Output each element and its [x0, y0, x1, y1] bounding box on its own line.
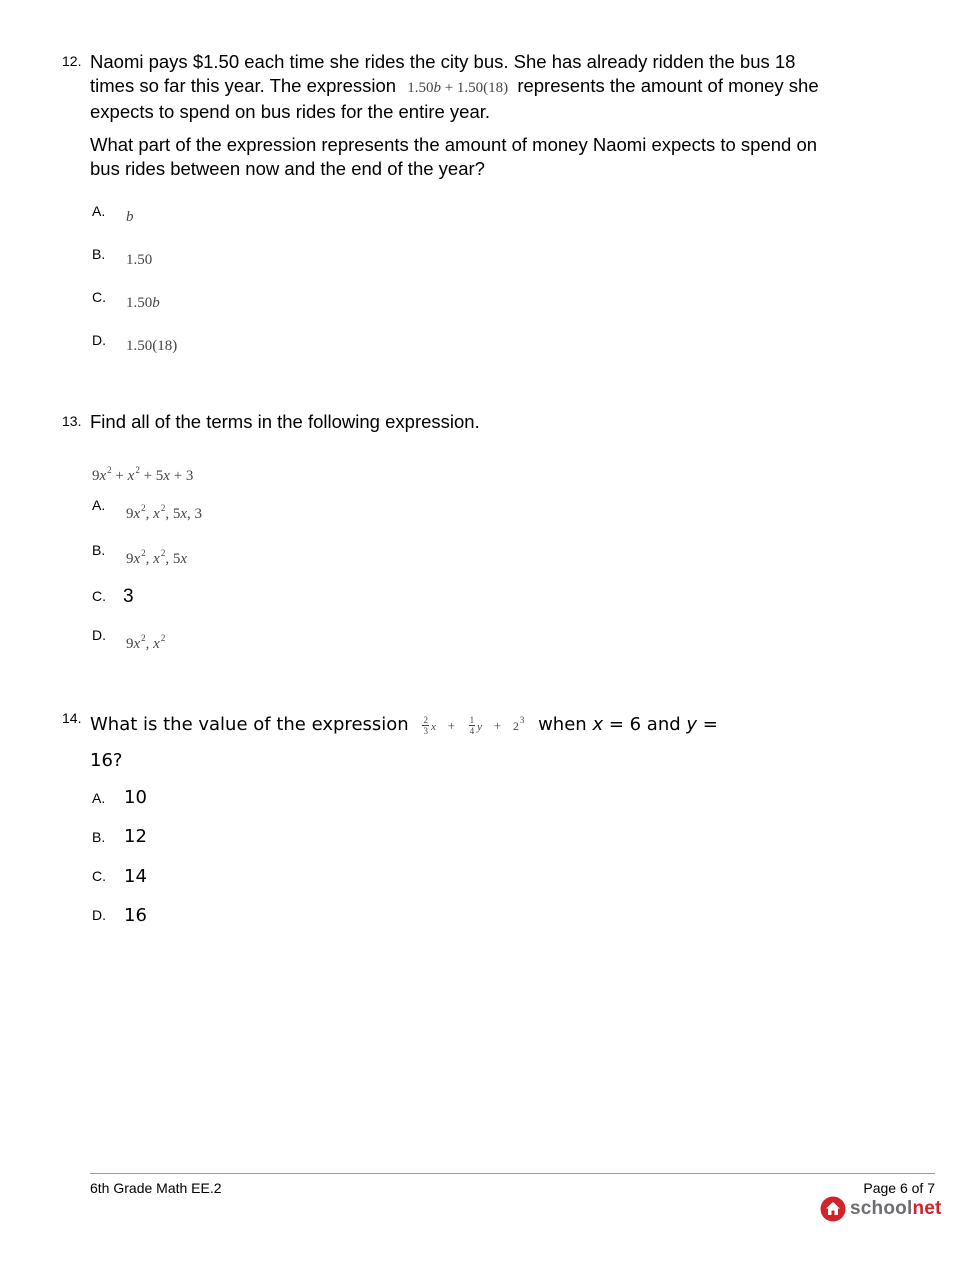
option-label[interactable]: C.: [92, 868, 106, 884]
schoolnet-logo: [820, 1196, 942, 1222]
option-label[interactable]: C.: [92, 289, 106, 305]
question-line: Naomi pays $1.50 each time she rides the city bus. She has already ridden the bus 18: [90, 51, 796, 72]
question-number: 12.: [62, 53, 82, 69]
question-line: 16?: [90, 750, 123, 771]
option-value[interactable]: $9x^2$, $x^2$: [126, 633, 166, 652]
option-label[interactable]: D.: [92, 907, 106, 923]
math-expression: $9x^2 + x^2 + 5x + 3$: [92, 465, 194, 484]
option-label[interactable]: C.: [92, 588, 106, 604]
question-line: [90, 74, 850, 100]
question-line: What part of the expression represents the amount of money Naomi expects to spend on: [90, 134, 818, 155]
option-label[interactable]: B.: [92, 542, 106, 558]
footer-divider: [90, 1173, 935, 1174]
option-value[interactable]: b: [126, 209, 134, 225]
option-value[interactable]: 1.50b: [126, 295, 160, 311]
option-value[interactable]: 12: [124, 826, 147, 847]
question-fragment: x: [592, 714, 604, 735]
question-number: 14.: [62, 710, 82, 726]
option-label[interactable]: A.: [92, 203, 106, 219]
option-value[interactable]: $9x^2$, $x^2$, 5x, 3: [126, 503, 203, 522]
question-line: bus rides between now and the end of the year?: [90, 158, 485, 179]
option-label[interactable]: D.: [92, 627, 106, 643]
question-prompt: [90, 133, 870, 181]
footer-title: 6th Grade Math EE.2: [90, 1180, 222, 1196]
question-fragment: =: [702, 714, 718, 735]
page-number: Page 6 of 7: [863, 1180, 935, 1196]
house-icon: [820, 1196, 846, 1222]
math-expression: 1.50b + 1.50(18): [407, 80, 509, 96]
question-text: Find all of the terms in the following expression.: [90, 411, 480, 432]
option-value[interactable]: 1.50: [126, 252, 153, 268]
question-fragment: represents the amount of money she: [517, 75, 819, 96]
question-number: 13.: [62, 413, 82, 429]
question-fragment: times so far this year. The expression: [90, 75, 397, 96]
question-fragment: What is the value of the expression: [90, 714, 409, 735]
option-label[interactable]: A.: [92, 790, 106, 806]
option-value[interactable]: 3: [123, 586, 134, 607]
question-text: [90, 704, 850, 777]
question-line: expects to spend on bus rides for the entire year.: [90, 101, 491, 122]
question-text: [90, 50, 850, 124]
option-value[interactable]: 10: [124, 787, 147, 808]
option-label[interactable]: B.: [92, 829, 106, 845]
question-fragment: when: [538, 714, 587, 735]
fraction: $\frac{1}{4}$: [469, 714, 475, 736]
math-expression: $\frac{2}{3}$ x + $\frac{1}{4}$ $y + 2^3$: [423, 714, 525, 736]
option-value[interactable]: 16: [124, 905, 147, 926]
brand-text: schoolnet: [850, 1198, 942, 1219]
option-label[interactable]: B.: [92, 246, 106, 262]
option-label[interactable]: A.: [92, 497, 106, 513]
question-fragment: y: [686, 714, 698, 735]
question-fragment: = 6 and: [608, 714, 681, 735]
brand-name: [850, 1198, 942, 1220]
fraction: $\frac{2}{3}$: [423, 714, 428, 736]
option-value[interactable]: $9x^2$, $x^2$, 5x: [126, 548, 188, 567]
option-label[interactable]: D.: [92, 332, 106, 348]
option-value[interactable]: 14: [124, 866, 147, 887]
question-line: [90, 704, 850, 744]
option-value[interactable]: 1.50(18): [126, 338, 178, 354]
